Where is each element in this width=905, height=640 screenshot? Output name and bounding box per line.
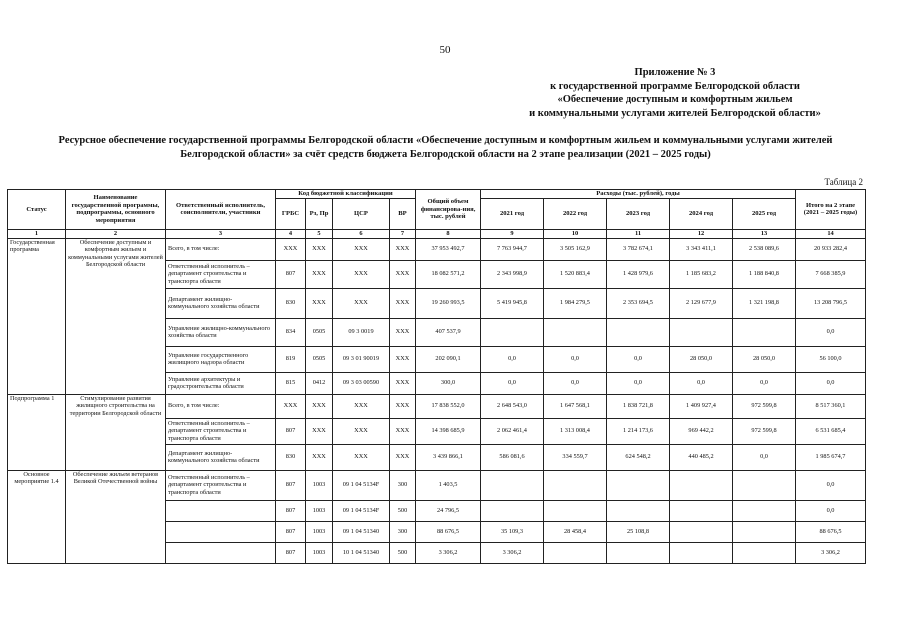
- cell-y2021: 5 419 945,8: [481, 288, 544, 318]
- header-rzpr: Рз, Пр: [306, 198, 333, 229]
- cell-y2022: [544, 500, 607, 521]
- cell-y2025: 0,0: [733, 444, 796, 470]
- cell-csr: 10 1 04 51340: [333, 542, 390, 563]
- cell-y2025: 28 050,0: [733, 346, 796, 372]
- row-name: Обеспечение жильем ветеранов Великой Отечественной войны: [66, 470, 166, 563]
- cell-grbs: 807: [276, 470, 306, 500]
- cell-y2022: 0,0: [544, 372, 607, 394]
- col-number: 6: [333, 229, 390, 238]
- cell-vr: ХХХ: [390, 372, 416, 394]
- cell-csr: ХХХ: [333, 238, 390, 260]
- cell-itogo: 8 517 360,1: [796, 394, 866, 418]
- appendix-line-2: к государственной программе Белгородской области: [550, 80, 800, 92]
- row-executor: Департамент жилищно-коммунального хозяйства области: [166, 444, 276, 470]
- cell-itogo: 88 676,5: [796, 521, 866, 542]
- row-executor: Всего, в том числе:: [166, 394, 276, 418]
- cell-grbs: 815: [276, 372, 306, 394]
- cell-y2022: [544, 470, 607, 500]
- row-executor: Управление государственного жилищного надзора области: [166, 346, 276, 372]
- cell-rzpr: 1003: [306, 500, 333, 521]
- col-number: 2: [66, 229, 166, 238]
- col-number: 4: [276, 229, 306, 238]
- row-status: Подпрограмма 1: [8, 394, 66, 470]
- cell-y2021: [481, 500, 544, 521]
- page-number: 50: [439, 44, 451, 56]
- cell-y2021: 35 109,3: [481, 521, 544, 542]
- cell-y2021: 2 343 998,9: [481, 260, 544, 288]
- cell-y2025: 2 538 089,6: [733, 238, 796, 260]
- cell-total: 14 398 685,9: [416, 418, 481, 444]
- cell-y2024: 440 485,2: [670, 444, 733, 470]
- header-2024: 2024 год: [670, 198, 733, 229]
- cell-total: 88 676,5: [416, 521, 481, 542]
- cell-y2024: 1 409 927,4: [670, 394, 733, 418]
- header-expenses: Расходы (тыс. рублей), годы: [481, 190, 796, 199]
- cell-total: 3 439 866,1: [416, 444, 481, 470]
- col-number: 10: [544, 229, 607, 238]
- appendix-line-4: и коммунальными услугами жителей Белгородской области»: [529, 107, 821, 119]
- col-number: 9: [481, 229, 544, 238]
- cell-rzpr: ХХХ: [306, 288, 333, 318]
- appendix-line-1: Приложение № 3: [634, 67, 716, 78]
- cell-rzpr: ХХХ: [306, 418, 333, 444]
- cell-itogo: 1 985 674,7: [796, 444, 866, 470]
- cell-itogo: 13 208 796,5: [796, 288, 866, 318]
- header-vr: ВР: [390, 198, 416, 229]
- cell-y2025: [733, 500, 796, 521]
- cell-y2021: 7 763 944,7: [481, 238, 544, 260]
- cell-grbs: 819: [276, 346, 306, 372]
- cell-y2023: [607, 542, 670, 563]
- appendix-line-3: «Обеспечение доступным и комфортным жильем: [557, 94, 793, 105]
- cell-itogo: 0,0: [796, 372, 866, 394]
- table-row: [8, 238, 866, 260]
- cell-grbs: 807: [276, 260, 306, 288]
- cell-y2025: [733, 470, 796, 500]
- cell-total: 37 953 492,7: [416, 238, 481, 260]
- header-budget-code: Код бюджетной классификации: [276, 190, 416, 199]
- cell-total: 300,0: [416, 372, 481, 394]
- appendix-header: [495, 66, 855, 120]
- cell-total: 1 403,5: [416, 470, 481, 500]
- cell-csr: ХХХ: [333, 288, 390, 318]
- cell-itogo: 0,0: [796, 318, 866, 346]
- cell-vr: 300: [390, 521, 416, 542]
- cell-total: 24 796,5: [416, 500, 481, 521]
- cell-csr: 09 1 04 5134F: [333, 470, 390, 500]
- cell-y2024: 0,0: [670, 372, 733, 394]
- cell-y2025: 1 188 840,8: [733, 260, 796, 288]
- row-status: Государственная программа: [8, 238, 66, 394]
- cell-total: 202 090,1: [416, 346, 481, 372]
- col-number: 14: [796, 229, 866, 238]
- cell-y2024: 28 050,0: [670, 346, 733, 372]
- col-number: 8: [416, 229, 481, 238]
- col-number: 12: [670, 229, 733, 238]
- resource-table: [7, 189, 866, 564]
- cell-y2022: 1 520 883,4: [544, 260, 607, 288]
- title-line-1: Ресурсное обеспечение государственной программы Белгородской области «Обеспечение доступным и комфортным жильем и коммунальными услугами жителей: [58, 135, 833, 146]
- cell-csr: 09 3 0019: [333, 318, 390, 346]
- header-grbs: ГРБС: [276, 198, 306, 229]
- cell-vr: 300: [390, 470, 416, 500]
- cell-y2025: 972 599,8: [733, 394, 796, 418]
- header-2022: 2022 год: [544, 198, 607, 229]
- cell-csr: ХХХ: [333, 444, 390, 470]
- cell-y2024: 969 442,2: [670, 418, 733, 444]
- header-executor: Ответственный исполнитель, соисполнители, участники: [166, 190, 276, 230]
- cell-total: 19 260 993,5: [416, 288, 481, 318]
- cell-y2025: [733, 318, 796, 346]
- col-number: 5: [306, 229, 333, 238]
- cell-itogo: 20 933 282,4: [796, 238, 866, 260]
- header-csr: ЦСР: [333, 198, 390, 229]
- cell-itogo: 0,0: [796, 470, 866, 500]
- cell-grbs: 807: [276, 500, 306, 521]
- table-body: [8, 238, 866, 563]
- cell-total: 3 306,2: [416, 542, 481, 563]
- cell-grbs: 830: [276, 288, 306, 318]
- header-2025: 2025 год: [733, 198, 796, 229]
- cell-y2022: 0,0: [544, 346, 607, 372]
- cell-y2023: 1 428 979,6: [607, 260, 670, 288]
- cell-rzpr: ХХХ: [306, 444, 333, 470]
- row-executor: [166, 500, 276, 521]
- cell-vr: 500: [390, 500, 416, 521]
- cell-rzpr: 1003: [306, 521, 333, 542]
- cell-y2025: [733, 521, 796, 542]
- row-executor: [166, 521, 276, 542]
- cell-y2024: [670, 542, 733, 563]
- cell-rzpr: 0505: [306, 318, 333, 346]
- cell-y2024: 2 129 677,9: [670, 288, 733, 318]
- cell-y2024: 3 343 411,1: [670, 238, 733, 260]
- header-name: Наименование государственной программы, подпрограммы, основного мероприятия: [66, 190, 166, 230]
- cell-itogo: 0,0: [796, 500, 866, 521]
- cell-rzpr: 1003: [306, 470, 333, 500]
- cell-y2021: 3 306,2: [481, 542, 544, 563]
- cell-y2023: [607, 500, 670, 521]
- cell-itogo: 6 531 685,4: [796, 418, 866, 444]
- cell-y2021: 586 081,6: [481, 444, 544, 470]
- row-status: Основное мероприятие 1.4: [8, 470, 66, 563]
- cell-y2021: 2 648 543,0: [481, 394, 544, 418]
- cell-vr: ХХХ: [390, 418, 416, 444]
- cell-grbs: 807: [276, 521, 306, 542]
- cell-y2023: [607, 318, 670, 346]
- cell-y2023: 25 108,8: [607, 521, 670, 542]
- header-2021: 2021 год: [481, 198, 544, 229]
- row-executor: Управление архитектуры и градостроительства области: [166, 372, 276, 394]
- cell-y2021: 2 062 461,4: [481, 418, 544, 444]
- cell-grbs: 830: [276, 444, 306, 470]
- document-title: [28, 134, 863, 162]
- cell-vr: ХХХ: [390, 394, 416, 418]
- col-number: 7: [390, 229, 416, 238]
- cell-vr: ХХХ: [390, 260, 416, 288]
- cell-rzpr: ХХХ: [306, 260, 333, 288]
- cell-rzpr: ХХХ: [306, 238, 333, 260]
- cell-rzpr: ХХХ: [306, 394, 333, 418]
- cell-csr: 09 1 04 51340: [333, 521, 390, 542]
- cell-grbs: 807: [276, 542, 306, 563]
- cell-y2023: 1 214 173,6: [607, 418, 670, 444]
- column-number-row: [8, 229, 866, 238]
- table-row: [8, 394, 866, 418]
- cell-y2022: 1 647 568,1: [544, 394, 607, 418]
- row-name: Стимулирование развития жилищного строительства на территории Белгородской области: [66, 394, 166, 470]
- row-name: Обеспечение доступным и комфортным жильем и коммунальными услугами жителей Белгородской области: [66, 238, 166, 394]
- cell-y2022: [544, 542, 607, 563]
- cell-y2022: 3 505 162,9: [544, 238, 607, 260]
- cell-itogo: 7 668 385,9: [796, 260, 866, 288]
- header-status: Статус: [8, 190, 66, 230]
- cell-y2024: 1 185 683,2: [670, 260, 733, 288]
- cell-y2022: 1 313 008,4: [544, 418, 607, 444]
- cell-y2024: [670, 500, 733, 521]
- cell-y2023: 0,0: [607, 372, 670, 394]
- cell-grbs: 834: [276, 318, 306, 346]
- cell-y2021: [481, 470, 544, 500]
- cell-total: 18 082 571,2: [416, 260, 481, 288]
- cell-y2021: 0,0: [481, 346, 544, 372]
- row-executor: [166, 542, 276, 563]
- cell-grbs: ХХХ: [276, 238, 306, 260]
- cell-y2022: 1 984 279,5: [544, 288, 607, 318]
- cell-vr: ХХХ: [390, 346, 416, 372]
- cell-itogo: 56 100,0: [796, 346, 866, 372]
- header-itogo: Итого на 2 этапе (2021 – 2025 годы): [796, 190, 866, 230]
- cell-y2022: 334 559,7: [544, 444, 607, 470]
- row-executor: Ответственный исполнитель – департамент строительства и транспорта области: [166, 260, 276, 288]
- cell-y2025: [733, 542, 796, 563]
- row-executor: Управление жилищно-коммунального хозяйства области: [166, 318, 276, 346]
- cell-csr: 09 3 03 00590: [333, 372, 390, 394]
- cell-y2025: 972 599,8: [733, 418, 796, 444]
- cell-grbs: 807: [276, 418, 306, 444]
- cell-y2023: 0,0: [607, 346, 670, 372]
- cell-total: 407 537,9: [416, 318, 481, 346]
- cell-y2021: [481, 318, 544, 346]
- table-header: [8, 190, 866, 239]
- header-total-volume: Общий объем финансирова-ния, тыс. рублей: [416, 190, 481, 230]
- header-2023: 2023 год: [607, 198, 670, 229]
- cell-y2025: 0,0: [733, 372, 796, 394]
- cell-y2023: 624 548,2: [607, 444, 670, 470]
- cell-vr: ХХХ: [390, 238, 416, 260]
- cell-y2022: 28 458,4: [544, 521, 607, 542]
- cell-y2023: 2 353 694,5: [607, 288, 670, 318]
- cell-rzpr: 1003: [306, 542, 333, 563]
- row-executor: Всего, в том числе:: [166, 238, 276, 260]
- cell-y2023: [607, 470, 670, 500]
- cell-vr: ХХХ: [390, 288, 416, 318]
- cell-y2023: 3 782 674,1: [607, 238, 670, 260]
- cell-y2024: [670, 521, 733, 542]
- cell-itogo: 3 306,2: [796, 542, 866, 563]
- col-number: 3: [166, 229, 276, 238]
- cell-y2024: [670, 318, 733, 346]
- col-number: 1: [8, 229, 66, 238]
- cell-y2021: 0,0: [481, 372, 544, 394]
- cell-vr: ХХХ: [390, 318, 416, 346]
- cell-vr: 500: [390, 542, 416, 563]
- row-executor: Департамент жилищно-коммунального хозяйства области: [166, 288, 276, 318]
- col-number: 13: [733, 229, 796, 238]
- cell-y2025: 1 321 198,8: [733, 288, 796, 318]
- cell-rzpr: 0505: [306, 346, 333, 372]
- cell-csr: 09 3 01 90019: [333, 346, 390, 372]
- title-line-2: Белгородской области» за счёт средств бюджета Белгородской области на 2 этапе реализации (2021 – 2025 годы): [180, 149, 711, 160]
- cell-rzpr: 0412: [306, 372, 333, 394]
- col-number: 11: [607, 229, 670, 238]
- cell-grbs: ХХХ: [276, 394, 306, 418]
- cell-csr: ХХХ: [333, 260, 390, 288]
- cell-total: 17 838 552,0: [416, 394, 481, 418]
- table-number: Таблица 2: [824, 177, 863, 187]
- cell-vr: ХХХ: [390, 444, 416, 470]
- row-executor: Ответственный исполнитель – департамент строительства и транспорта области: [166, 418, 276, 444]
- cell-csr: ХХХ: [333, 394, 390, 418]
- cell-y2022: [544, 318, 607, 346]
- row-executor: Ответственный исполнитель – департамент строительства и транспорта области: [166, 470, 276, 500]
- table-row: [8, 470, 866, 500]
- cell-y2024: [670, 470, 733, 500]
- cell-y2023: 1 838 721,8: [607, 394, 670, 418]
- cell-csr: ХХХ: [333, 418, 390, 444]
- cell-csr: 09 1 04 5134F: [333, 500, 390, 521]
